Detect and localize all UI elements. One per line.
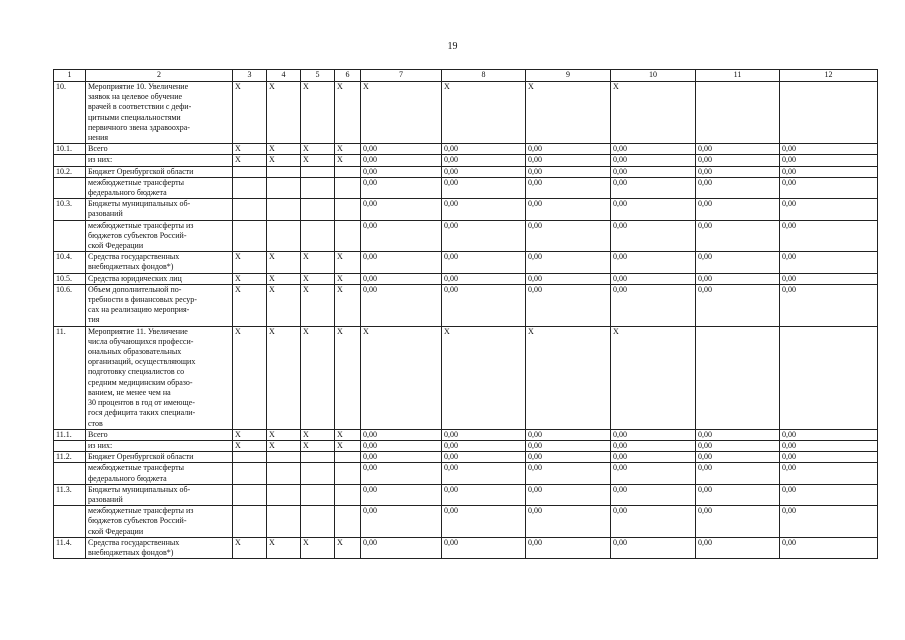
table-row [54, 463, 878, 484]
table-cell: 0,00 [361, 440, 442, 451]
table-cell: 0,00 [361, 199, 442, 220]
table-cell: X [233, 284, 267, 326]
table-cell: 0,00 [361, 220, 442, 252]
table-cell: 0,00 [696, 273, 780, 284]
table-cell: X [233, 252, 267, 273]
table-cell: 0,00 [780, 506, 878, 538]
table-cell: 0,00 [696, 199, 780, 220]
row-title [86, 429, 233, 440]
table-cell: X [267, 440, 301, 451]
row-title-line: Мероприятие 11. Увеличение [88, 326, 188, 336]
column-header: 3 [233, 70, 267, 82]
row-number: 10.2. [54, 166, 86, 177]
table-row [54, 484, 878, 505]
column-header: 6 [335, 70, 361, 82]
table-cell: 0,00 [526, 284, 611, 326]
row-title-line: Мероприятие 10. Увеличение [88, 82, 189, 91]
row-title-line: цитными специальностями [88, 112, 181, 122]
table-cell: 0,00 [526, 220, 611, 252]
table-cell: 0,00 [780, 252, 878, 273]
row-title-line: средним медицинским образо- [88, 377, 193, 387]
table-cell [301, 452, 335, 463]
row-title-line: Объем дополнительной по- [88, 284, 182, 294]
table-cell: X [267, 82, 301, 144]
row-title-line: 30 процентов в год от имеюще- [88, 398, 195, 408]
table-row [54, 82, 878, 144]
row-number: 11.3. [54, 484, 86, 505]
row-title [86, 463, 233, 484]
table-cell [301, 506, 335, 538]
table-cell [335, 177, 361, 198]
table-cell: X [267, 284, 301, 326]
table-cell: X [233, 537, 267, 558]
table-cell: 0,00 [526, 506, 611, 538]
row-number: 11. [54, 326, 86, 429]
table-cell: 0,00 [526, 155, 611, 166]
table-cell: X [301, 273, 335, 284]
table-cell [335, 220, 361, 252]
table-cell: 0,00 [526, 484, 611, 505]
table-cell: X [442, 326, 526, 429]
table-cell: 0,00 [442, 537, 526, 558]
table-cell: 0,00 [780, 537, 878, 558]
table-row [54, 326, 878, 429]
row-title [86, 166, 233, 177]
table-cell: 0,00 [361, 537, 442, 558]
table-cell: X [301, 440, 335, 451]
table-cell [233, 199, 267, 220]
row-number [54, 463, 86, 484]
table-cell: X [301, 326, 335, 429]
row-title [86, 252, 233, 273]
table-cell: 0,00 [442, 252, 526, 273]
table-cell: X [301, 537, 335, 558]
table-row [54, 144, 878, 155]
table-cell: X [301, 429, 335, 440]
table-cell: 0,00 [611, 166, 696, 177]
table-row [54, 177, 878, 198]
table-cell: 0,00 [611, 452, 696, 463]
row-title-line: тия [88, 315, 100, 325]
table-cell: X [361, 326, 442, 429]
table-cell: 0,00 [361, 284, 442, 326]
table-cell [233, 452, 267, 463]
row-title [86, 199, 233, 220]
row-title [86, 273, 233, 284]
table-cell: 0,00 [696, 484, 780, 505]
table-cell [696, 82, 780, 144]
table-cell: 0,00 [526, 452, 611, 463]
column-header: 2 [86, 70, 233, 82]
table-cell: 0,00 [442, 155, 526, 166]
table-row [54, 440, 878, 451]
table-row [54, 284, 878, 326]
table-cell [267, 166, 301, 177]
table-cell: 0,00 [361, 177, 442, 198]
row-number: 10.6. [54, 284, 86, 326]
row-title [86, 82, 233, 144]
table-cell: 0,00 [611, 506, 696, 538]
table-cell: 0,00 [361, 506, 442, 538]
table-cell: 0,00 [361, 144, 442, 155]
row-title [86, 177, 233, 198]
row-title-line: ональных образовательных [88, 347, 182, 357]
table-cell: X [233, 440, 267, 451]
table-cell: 0,00 [780, 177, 878, 198]
row-title-line: организаций, осуществляющих [88, 357, 196, 367]
column-header: 1 [54, 70, 86, 82]
table-cell [335, 166, 361, 177]
table-cell: X [233, 144, 267, 155]
row-title-line: разований [88, 494, 123, 504]
table-cell: X [526, 326, 611, 429]
table-cell: 0,00 [696, 429, 780, 440]
row-title-line: Средства государственных [88, 252, 180, 262]
table-cell [301, 199, 335, 220]
row-title [86, 220, 233, 252]
table-cell: 0,00 [696, 506, 780, 538]
table-cell: 0,00 [611, 463, 696, 484]
column-header: 9 [526, 70, 611, 82]
table-cell: 0,00 [526, 199, 611, 220]
row-number: 11.4. [54, 537, 86, 558]
table-cell: X [335, 537, 361, 558]
table-cell: X [335, 144, 361, 155]
table-row [54, 506, 878, 538]
table-cell: 0,00 [696, 284, 780, 326]
table-cell: 0,00 [780, 440, 878, 451]
table-cell: X [335, 82, 361, 144]
row-title [86, 284, 233, 326]
row-number [54, 440, 86, 451]
row-title [86, 440, 233, 451]
column-header: 11 [696, 70, 780, 82]
table-cell: 0,00 [361, 463, 442, 484]
row-title-line: сах на реализацию мероприя- [88, 305, 190, 315]
table-cell: 0,00 [780, 273, 878, 284]
header-row [54, 70, 878, 82]
table-cell: 0,00 [780, 463, 878, 484]
row-title-line: требности в финансовых ресур- [88, 295, 197, 305]
row-title-line: ванием, не менее чем на [88, 387, 171, 397]
table-cell: 0,00 [442, 463, 526, 484]
table-body [54, 70, 878, 559]
table-cell: 0,00 [780, 484, 878, 505]
row-title-line: числа обучающихся професси- [88, 336, 194, 346]
table-cell: 0,00 [361, 155, 442, 166]
table-cell: 0,00 [526, 463, 611, 484]
table-cell: 0,00 [611, 220, 696, 252]
table-cell: 0,00 [526, 177, 611, 198]
table-row [54, 155, 878, 166]
table-cell: 0,00 [696, 166, 780, 177]
table-cell: 0,00 [442, 506, 526, 538]
row-title-line: стов [88, 418, 103, 428]
table-cell: 0,00 [611, 177, 696, 198]
table-cell: 0,00 [442, 452, 526, 463]
row-title-line: Бюджет Оренбургской области [88, 452, 194, 462]
table-cell [696, 326, 780, 429]
row-title-line: Средства государственных [88, 537, 180, 547]
table-cell: X [233, 82, 267, 144]
table-cell: 0,00 [526, 252, 611, 273]
table-cell: 0,00 [611, 537, 696, 558]
row-number: 11.2. [54, 452, 86, 463]
table-cell: X [301, 82, 335, 144]
table-cell: 0,00 [780, 284, 878, 326]
table-cell: 0,00 [442, 429, 526, 440]
table-cell: X [611, 326, 696, 429]
row-title-line: межбюджетные трансферты из [88, 506, 194, 516]
table-cell [267, 463, 301, 484]
table-cell: X [301, 252, 335, 273]
row-title-line: межбюджетные трансферты из [88, 220, 194, 230]
row-title-line: нения [88, 133, 109, 143]
row-title-line: Средства юридических лиц [88, 273, 182, 283]
column-header: 8 [442, 70, 526, 82]
table-cell [233, 484, 267, 505]
table-cell: 0,00 [442, 144, 526, 155]
table-row [54, 452, 878, 463]
table-cell: 0,00 [611, 440, 696, 451]
table-cell: 0,00 [361, 166, 442, 177]
table-cell: 0,00 [442, 220, 526, 252]
table-cell: 0,00 [696, 252, 780, 273]
table-cell: 0,00 [780, 220, 878, 252]
table-cell: X [267, 273, 301, 284]
table-cell: X [361, 82, 442, 144]
table-cell: X [301, 155, 335, 166]
table-cell: 0,00 [696, 220, 780, 252]
table-cell: X [335, 326, 361, 429]
row-title-line: Всего [88, 429, 108, 439]
row-title-line: первичного звена здравоохра- [88, 122, 190, 132]
row-title-line: заявок на целевое обучение [88, 92, 183, 102]
table-cell [267, 199, 301, 220]
table-cell: X [233, 429, 267, 440]
table-cell: 0,00 [442, 440, 526, 451]
row-number: 10.5. [54, 273, 86, 284]
table-cell: X [335, 273, 361, 284]
table-cell: 0,00 [361, 429, 442, 440]
table-row [54, 220, 878, 252]
table-cell: 0,00 [696, 144, 780, 155]
table-cell: 0,00 [611, 144, 696, 155]
row-title-line: Бюджеты муниципальных об- [88, 199, 191, 209]
row-number: 10.4. [54, 252, 86, 273]
table-cell: 0,00 [442, 284, 526, 326]
table-cell: 0,00 [696, 177, 780, 198]
table-cell [233, 220, 267, 252]
table-cell: 0,00 [526, 144, 611, 155]
row-number: 11.1. [54, 429, 86, 440]
table-cell [267, 452, 301, 463]
table-cell [335, 484, 361, 505]
row-number: 10.1. [54, 144, 86, 155]
row-title [86, 452, 233, 463]
row-title-line: внебюджетных фондов*) [88, 262, 174, 272]
table-cell: 0,00 [526, 440, 611, 451]
table-cell [335, 506, 361, 538]
table-cell: 0,00 [611, 273, 696, 284]
row-title-line: федерального бюджета [88, 188, 167, 198]
row-title [86, 484, 233, 505]
table-cell: 0,00 [442, 166, 526, 177]
row-title-line: межбюджетные трансферты [88, 177, 184, 187]
row-title-line: гося дефицита таких специали- [88, 408, 196, 418]
table-cell: X [233, 273, 267, 284]
row-title-line: подготовку специалистов со [88, 367, 185, 377]
table-cell: X [301, 284, 335, 326]
row-number: 10.3. [54, 199, 86, 220]
table-cell [267, 177, 301, 198]
table-cell: X [233, 155, 267, 166]
row-title-line: врачей в соответствии с дефи- [88, 102, 192, 112]
column-header: 4 [267, 70, 301, 82]
page-number: 19 [447, 41, 458, 52]
table-cell: X [233, 326, 267, 429]
table-cell: X [526, 82, 611, 144]
table-cell [335, 199, 361, 220]
row-title [86, 326, 233, 429]
table-cell [335, 452, 361, 463]
table-cell: 0,00 [361, 273, 442, 284]
table-cell: X [335, 284, 361, 326]
table-cell: 0,00 [442, 199, 526, 220]
table-cell: 0,00 [780, 199, 878, 220]
column-header: 12 [780, 70, 878, 82]
row-title-line: федерального бюджета [88, 473, 167, 483]
table-cell: 0,00 [780, 429, 878, 440]
row-title-line: из них: [88, 155, 113, 165]
row-number [54, 177, 86, 198]
row-title-line: бюджетов субъектов Россий- [88, 516, 187, 526]
table-cell: X [267, 429, 301, 440]
table-cell: 0,00 [696, 537, 780, 558]
row-title-line: Бюджет Оренбургской области [88, 166, 194, 176]
table-cell [267, 484, 301, 505]
row-number [54, 506, 86, 538]
row-number [54, 220, 86, 252]
table-cell: 0,00 [442, 177, 526, 198]
table-cell: 0,00 [611, 484, 696, 505]
table-cell [233, 166, 267, 177]
table-cell [301, 166, 335, 177]
table-cell: 0,00 [361, 484, 442, 505]
table-cell: X [335, 440, 361, 451]
budget-table [53, 69, 878, 559]
table-cell: 0,00 [526, 166, 611, 177]
table-cell: 0,00 [696, 463, 780, 484]
table-cell: 0,00 [780, 166, 878, 177]
table-cell: 0,00 [611, 284, 696, 326]
row-title-line: из них: [88, 440, 113, 450]
table-cell: X [267, 144, 301, 155]
table-cell [267, 506, 301, 538]
table-cell: 0,00 [526, 537, 611, 558]
table-cell [301, 484, 335, 505]
table-cell [301, 463, 335, 484]
table-cell: 0,00 [696, 452, 780, 463]
table-cell: X [267, 155, 301, 166]
table-cell [233, 177, 267, 198]
table-cell: 0,00 [780, 452, 878, 463]
table-cell: 0,00 [780, 155, 878, 166]
table-cell [267, 220, 301, 252]
table-cell [335, 463, 361, 484]
table-row [54, 252, 878, 273]
table-cell: 0,00 [442, 273, 526, 284]
table-cell [233, 463, 267, 484]
table-cell: 0,00 [780, 144, 878, 155]
table-cell: 0,00 [526, 273, 611, 284]
row-title [86, 506, 233, 538]
row-title [86, 155, 233, 166]
table-cell: 0,00 [361, 452, 442, 463]
table-cell: 0,00 [361, 252, 442, 273]
table-cell: X [335, 252, 361, 273]
row-title-line: разований [88, 209, 123, 219]
table-cell: 0,00 [696, 155, 780, 166]
table-cell [233, 506, 267, 538]
table-cell [301, 177, 335, 198]
table-cell: 0,00 [611, 252, 696, 273]
row-number: 10. [54, 82, 86, 144]
table-cell: 0,00 [526, 429, 611, 440]
table-cell: 0,00 [611, 199, 696, 220]
table-cell: X [335, 429, 361, 440]
row-title-line: внебюджетных фондов*) [88, 547, 174, 557]
table-cell: X [267, 537, 301, 558]
table-row [54, 429, 878, 440]
table-cell: X [267, 252, 301, 273]
table-cell: X [611, 82, 696, 144]
row-title-line: ской Федерации [88, 241, 144, 251]
table-row [54, 166, 878, 177]
column-header: 5 [301, 70, 335, 82]
column-header: 10 [611, 70, 696, 82]
column-header: 7 [361, 70, 442, 82]
row-title-line: ской Федерации [88, 526, 144, 536]
row-title [86, 537, 233, 558]
table-cell: X [301, 144, 335, 155]
row-title-line: Всего [88, 144, 108, 154]
table-row [54, 537, 878, 558]
table-cell: 0,00 [611, 429, 696, 440]
row-title-line: межбюджетные трансферты [88, 463, 184, 473]
row-number [54, 155, 86, 166]
row-title-line: Бюджеты муниципальных об- [88, 484, 191, 494]
table-cell: X [335, 155, 361, 166]
table-cell: X [267, 326, 301, 429]
table-cell [301, 220, 335, 252]
table-cell: X [442, 82, 526, 144]
table-cell: 0,00 [611, 155, 696, 166]
table-cell [780, 82, 878, 144]
table-cell: 0,00 [442, 484, 526, 505]
table-row [54, 199, 878, 220]
table-row [54, 273, 878, 284]
row-title [86, 144, 233, 155]
row-title-line: бюджетов субъектов Россий- [88, 230, 187, 240]
table-cell [780, 326, 878, 429]
table-cell: 0,00 [696, 440, 780, 451]
